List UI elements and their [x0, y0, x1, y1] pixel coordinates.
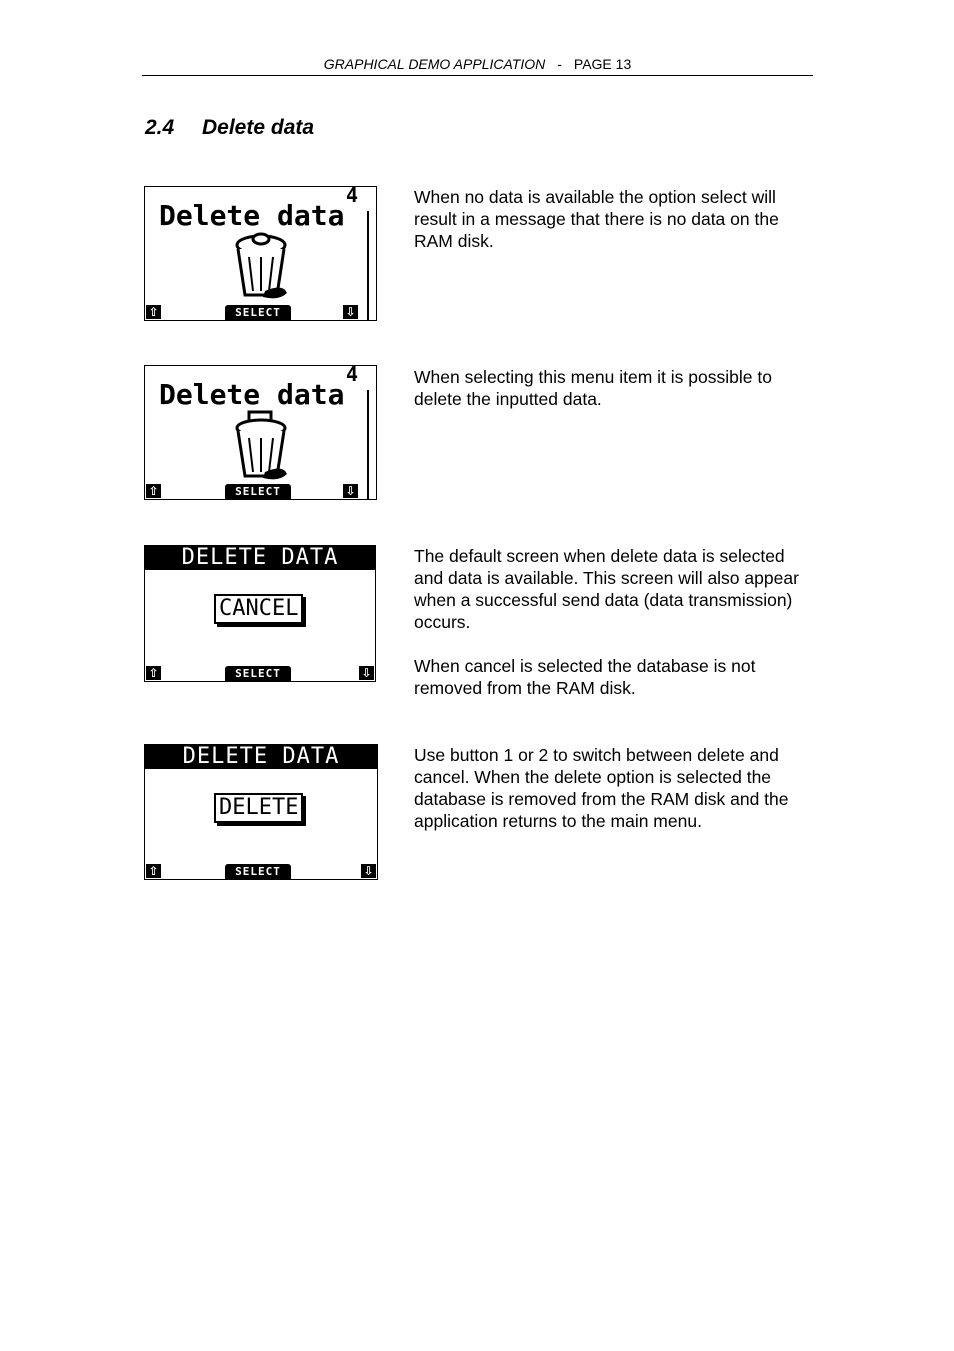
lcd-screen-delete-menu-empty	[144, 186, 377, 321]
page-header	[142, 56, 813, 76]
cancel-button[interactable]: CANCEL	[214, 594, 303, 624]
description-screen-2	[414, 366, 814, 432]
arrow-down-icon[interactable]: ⇩	[343, 484, 358, 498]
description-screen-3	[414, 545, 814, 721]
delete-button[interactable]: DELETE	[214, 793, 303, 823]
arrow-up-icon[interactable]: ⇧	[146, 305, 161, 319]
description-screen-4	[414, 744, 814, 854]
description-screen-1	[414, 186, 814, 274]
menu-number: 4	[345, 186, 358, 207]
lcd-screen-delete-dialog-delete	[144, 744, 378, 880]
section-number: 2.4	[145, 116, 175, 139]
arrow-down-icon[interactable]: ⇩	[361, 864, 376, 878]
menu-title: Delete data	[159, 378, 345, 411]
header-page-number: PAGE 13	[573, 56, 632, 72]
menu-title: Delete data	[159, 199, 345, 232]
select-softkey[interactable]: SELECT	[225, 666, 291, 681]
header-title: GRAPHICAL DEMO APPLICATION	[323, 56, 546, 72]
select-softkey[interactable]: SELECT	[225, 305, 291, 320]
arrow-down-icon[interactable]: ⇩	[359, 666, 374, 680]
description-paragraph: When selecting this menu item it is possible to delete the inputted data.	[414, 367, 772, 409]
menu-number: 4	[345, 365, 358, 386]
dialog-title: DELETE DATA	[145, 745, 377, 769]
lcd-screen-delete-dialog-cancel	[144, 545, 376, 682]
trash-can-icon	[145, 187, 377, 321]
description-paragraph: The default screen when delete data is selected and data is available. This screen will also appear when a successful send data (data transmission) occurs.	[414, 546, 799, 632]
lcd-screen-delete-menu	[144, 365, 377, 500]
arrow-down-icon[interactable]: ⇩	[343, 305, 358, 319]
select-softkey[interactable]: SELECT	[225, 484, 291, 499]
description-paragraph: Use button 1 or 2 to switch between delete and cancel. When the delete option is selected the database is removed from the RAM disk and the application returns to the main menu.	[414, 745, 789, 831]
section-title: Delete data	[202, 116, 315, 139]
dialog-title: DELETE DATA	[145, 546, 375, 570]
header-separator: -	[557, 56, 562, 72]
trash-can-open-icon	[145, 366, 377, 500]
arrow-up-icon[interactable]: ⇧	[146, 666, 161, 680]
select-softkey[interactable]: SELECT	[225, 864, 291, 879]
arrow-up-icon[interactable]: ⇧	[146, 484, 161, 498]
arrow-up-icon[interactable]: ⇧	[146, 864, 161, 878]
description-paragraph: When no data is available the option select will result in a message that there is no data on the RAM disk.	[414, 187, 779, 251]
description-paragraph: When cancel is selected the database is not removed from the RAM disk.	[414, 656, 756, 698]
section-heading	[145, 116, 314, 140]
